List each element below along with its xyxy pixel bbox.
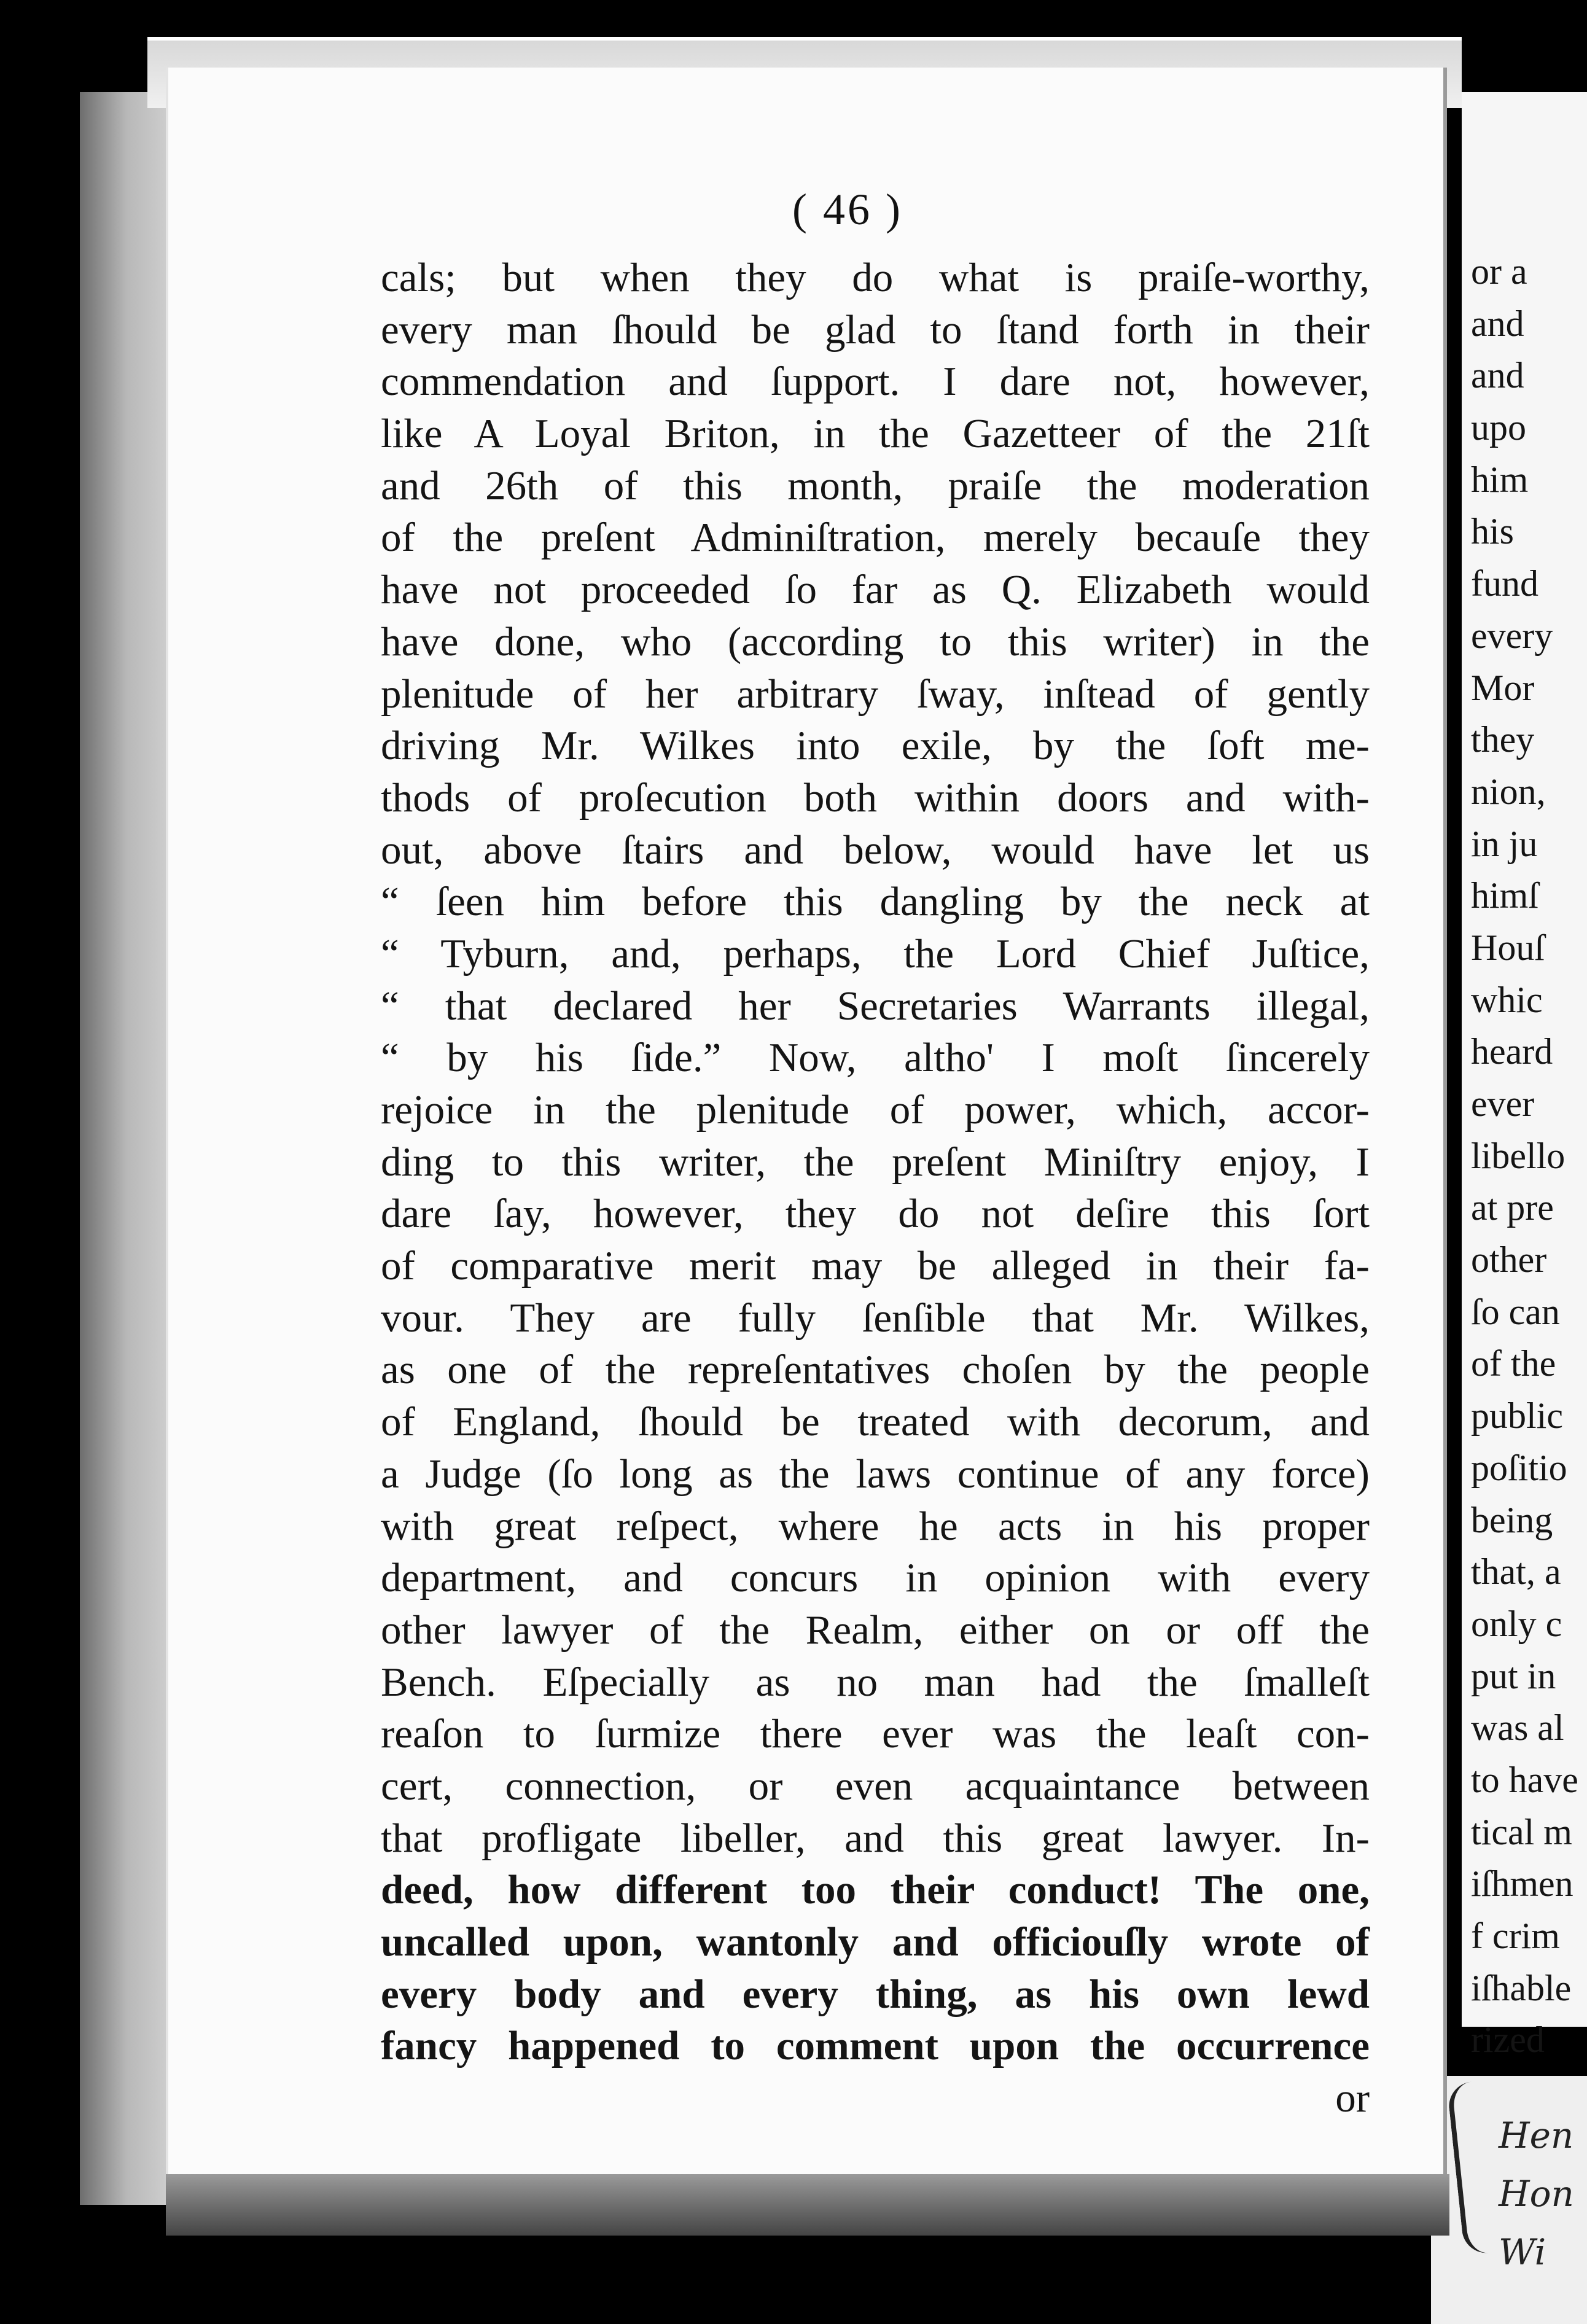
text-line: department, and concurs in opinion with every	[381, 1555, 1370, 1601]
facing-text-fragment: was al	[1471, 1707, 1564, 1749]
text-line: with great reſpect, where he acts in his proper	[381, 1503, 1370, 1549]
facing-text-fragment: his	[1471, 511, 1515, 552]
facing-text-fragment: ſo can	[1471, 1291, 1560, 1332]
text-line: cert, connection, or even acquaintance between	[381, 1763, 1370, 1809]
text-line: other lawyer of the Realm, either on or off the	[381, 1607, 1370, 1653]
text-line: that profligate libeller, and this great lawyer. In-	[381, 1815, 1370, 1861]
text-line: as one of the repreſentatives choſen by the people	[381, 1347, 1370, 1393]
facing-text-fragment: every	[1471, 615, 1553, 656]
handwritten-note	[1499, 2107, 1587, 2282]
text-line: out, above ſtairs and below, would have let us	[381, 827, 1370, 873]
facing-text-fragment: iſhable	[1471, 1967, 1572, 2008]
facing-text-fragment: upo	[1471, 407, 1526, 448]
facing-text-fragment: only c	[1471, 1603, 1562, 1644]
handwritten-word: Hon	[1499, 2173, 1574, 2215]
facing-text-fragment: libello	[1471, 1135, 1566, 1176]
catchword: or	[1335, 2075, 1370, 2121]
facing-text-fragment: f crim	[1471, 1916, 1560, 1956]
facing-text-fragment: put in	[1471, 1655, 1556, 1696]
facing-text-fragment: of the	[1471, 1343, 1556, 1384]
facing-text-fragment: fund	[1471, 563, 1538, 604]
text-line: thods of proſecution both within doors and with-	[381, 774, 1370, 821]
text-line: “ Tyburn, and, perhaps, the Lord Chief Juſtice,	[381, 930, 1370, 977]
text-line: a Judge (ſo long as the laws continue of any force)	[381, 1451, 1370, 1497]
text-line: reaſon to ſurmize there ever was the leaſt con-	[381, 1711, 1370, 1757]
text-line: every man ſhould be glad to ſtand forth in their	[381, 306, 1370, 353]
handwritten-word: Wi	[1499, 2231, 1546, 2273]
facing-text-fragment: tical m	[1471, 1811, 1572, 1852]
text-line: commendation and ſupport. I dare not, however,	[381, 359, 1370, 405]
text-line: ding to this writer, the preſent Miniſtry enjoy, I	[381, 1139, 1370, 1185]
facing-text-fragment: whic	[1471, 979, 1543, 1020]
facing-text-fragment: him	[1471, 459, 1529, 500]
facing-text-fragment: rized	[1471, 2019, 1545, 2061]
text-line: every body and every thing, as his own lewd	[381, 1971, 1370, 2017]
text-line: of comparative merit may be alleged in their fa-	[381, 1243, 1370, 1289]
facing-text-fragment: public	[1471, 1395, 1563, 1437]
page-bottom-shadow	[166, 2174, 1449, 2236]
facing-text-fragment: heard	[1471, 1031, 1553, 1072]
facing-text-fragment: that, a	[1471, 1551, 1561, 1593]
text-line: of England, ſhould be treated with decorum, and	[381, 1399, 1370, 1445]
facing-text-fragment: at pre	[1471, 1187, 1554, 1228]
facing-text-fragment: and	[1471, 355, 1524, 396]
text-line: like A Loyal Briton, in the Gazetteer of the 21ſt	[381, 411, 1370, 457]
facing-text-fragment: Houſ	[1471, 927, 1545, 968]
text-line: have done, who (according to this writer) in the	[381, 618, 1370, 665]
text-line: and 26th of this month, praiſe the moderation	[381, 462, 1370, 509]
facing-page-text	[1471, 246, 1587, 2066]
text-line: cals; but when they do what is praiſe-worthy,	[381, 255, 1370, 300]
facing-text-fragment: to have	[1471, 1759, 1578, 1800]
text-line: fancy happened to comment upon the occurrence	[381, 2023, 1370, 2069]
facing-text-fragment: nion,	[1471, 771, 1546, 812]
text-line: of the preſent Adminiſtration, merely becauſe they	[381, 515, 1370, 561]
text-line: plenitude of her arbitrary ſway, inſtead of gently	[381, 671, 1370, 717]
facing-text-fragment: being	[1471, 1499, 1553, 1540]
facing-text-fragment: poſitio	[1471, 1447, 1567, 1488]
text-line: dare ſay, however, they do not deſire this ſort	[381, 1191, 1370, 1237]
handwritten-word: Hen	[1499, 2115, 1574, 2156]
text-line: have not proceeded ſo far as Q. Elizabeth would	[381, 567, 1370, 613]
facing-text-fragment: they	[1471, 719, 1535, 760]
page-number: ( 46 )	[792, 185, 903, 234]
text-line: vour. They are fully ſenſible that Mr. Wilkes,	[381, 1295, 1370, 1341]
text-line: deed, how different too their conduct! The one,	[381, 1867, 1370, 1913]
text-line: Bench. Eſpecially as no man had the ſmalleſt	[381, 1659, 1370, 1705]
text-line: “ ſeen him before this dangling by the neck at	[381, 879, 1370, 925]
text-line: driving Mr. Wilkes into exile, by the ſoft me-	[381, 723, 1370, 769]
body-text	[381, 252, 1370, 2124]
facing-text-fragment: ever	[1471, 1083, 1535, 1124]
text-line: “ by his ſide.” Now, altho' I moſt ſincerely	[381, 1035, 1370, 1081]
facing-text-fragment: iſhmen	[1471, 1863, 1573, 1905]
facing-text-fragment: himſ	[1471, 875, 1539, 916]
facing-text-fragment: other	[1471, 1239, 1547, 1281]
text-line: uncalled upon, wantonly and officiouſly wrote of	[381, 1919, 1370, 1965]
text-line: rejoice in the plenitude of power, which, accor-	[381, 1087, 1370, 1133]
facing-text-fragment: Mor	[1471, 667, 1535, 708]
facing-text-fragment: and	[1471, 303, 1524, 344]
facing-text-fragment: in ju	[1471, 823, 1538, 864]
facing-text-fragment: or a	[1471, 251, 1527, 292]
text-line: “ that declared her Secretaries Warrants illegal,	[381, 983, 1370, 1029]
